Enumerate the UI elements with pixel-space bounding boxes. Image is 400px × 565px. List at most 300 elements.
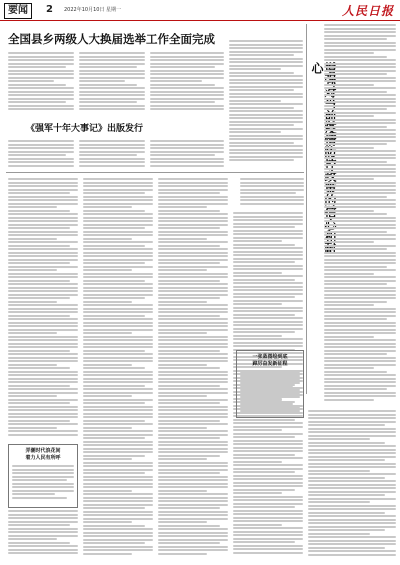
- text-line: [8, 552, 78, 554]
- text-line: [83, 252, 153, 254]
- text-line: [233, 482, 303, 484]
- text-line: [83, 406, 153, 408]
- text-line: [8, 280, 70, 282]
- text-line: [158, 248, 228, 250]
- text-line: [324, 381, 396, 383]
- text-line: [324, 199, 396, 201]
- text-line: [8, 346, 78, 348]
- text-line: [158, 203, 228, 205]
- text-line: [324, 203, 396, 205]
- text-line: [8, 147, 74, 149]
- text-line: [8, 367, 70, 369]
- text-line: [233, 307, 303, 309]
- text-line: [83, 329, 153, 331]
- text-line: [150, 147, 224, 149]
- text-line: [233, 272, 282, 274]
- book-article-col-2: [79, 140, 145, 168]
- text-line: [240, 192, 296, 194]
- text-line: [83, 451, 153, 453]
- text-line: [229, 145, 303, 147]
- text-line: [83, 364, 132, 366]
- text-line: [233, 331, 295, 333]
- text-line: [240, 406, 300, 408]
- text-line: [83, 518, 153, 520]
- text-line: [233, 499, 303, 501]
- text-line: [150, 165, 224, 167]
- text-line: [240, 382, 300, 384]
- text-line: [233, 545, 303, 547]
- text-line: [83, 455, 145, 457]
- text-line: [233, 471, 295, 473]
- text-line: [83, 504, 153, 506]
- text-line: [158, 353, 228, 355]
- text-line: [83, 287, 153, 289]
- text-line: [324, 304, 374, 306]
- text-line: [83, 437, 145, 439]
- text-line: [308, 487, 396, 489]
- text-line: [233, 503, 303, 505]
- text-line: [229, 65, 303, 67]
- text-line: [308, 491, 396, 493]
- text-line: [229, 72, 294, 74]
- text-line: [158, 329, 228, 331]
- text-line: [308, 550, 396, 552]
- text-line: [8, 399, 78, 401]
- text-line: [12, 493, 55, 495]
- text-line: [324, 87, 396, 89]
- text-line: [150, 144, 224, 146]
- text-line: [158, 280, 220, 282]
- text-line: [324, 73, 387, 75]
- text-line: [8, 140, 74, 142]
- text-line: [79, 151, 145, 153]
- text-line: [324, 80, 396, 82]
- text-line: [83, 357, 153, 359]
- text-line: [83, 553, 132, 555]
- text-line: [324, 122, 396, 124]
- text-line: [8, 77, 74, 79]
- text-line: [150, 140, 224, 142]
- text-line: [158, 227, 220, 229]
- text-line: [308, 522, 396, 524]
- text-line: [229, 51, 303, 53]
- text-line: [158, 241, 228, 243]
- column-divider: [306, 24, 307, 394]
- text-line: [233, 338, 303, 340]
- text-line: [83, 525, 145, 527]
- text-line: [308, 543, 396, 545]
- text-line: [8, 542, 70, 544]
- text-line: [233, 422, 303, 424]
- text-line: [8, 371, 78, 373]
- text-line: [8, 301, 57, 303]
- text-line: [324, 31, 396, 33]
- text-line: [158, 283, 228, 285]
- text-line: [8, 196, 78, 198]
- text-line: [158, 217, 228, 219]
- text-line: [229, 128, 303, 130]
- text-line: [83, 262, 145, 264]
- text-line: [83, 353, 153, 355]
- text-line: [158, 378, 228, 380]
- text-line: [229, 47, 303, 49]
- text-line: [229, 107, 294, 109]
- text-line: [8, 360, 78, 362]
- text-line: [12, 479, 67, 481]
- text-line: [158, 392, 228, 394]
- text-line: [324, 196, 387, 198]
- text-line: [233, 454, 295, 456]
- text-line: [324, 42, 396, 44]
- text-line: [324, 154, 396, 156]
- text-line: [240, 378, 300, 380]
- text-line: [158, 315, 220, 317]
- callout-box-right: [236, 350, 304, 418]
- text-line: [233, 478, 303, 480]
- text-line: [83, 476, 153, 478]
- text-line: [8, 165, 74, 167]
- text-line: [233, 436, 295, 438]
- text-line: [324, 185, 396, 187]
- text-line: [158, 385, 220, 387]
- text-line: [229, 121, 303, 123]
- text-line: [8, 528, 78, 530]
- text-line: [150, 52, 224, 54]
- text-line: [8, 94, 74, 96]
- text-line: [8, 304, 78, 306]
- text-line: [324, 189, 396, 191]
- text-line: [8, 66, 66, 68]
- text-line: [8, 353, 78, 355]
- book-article-col-3: [150, 140, 224, 168]
- text-line: [324, 360, 396, 362]
- text-line: [158, 521, 207, 523]
- text-line: [158, 483, 228, 485]
- text-line: [79, 94, 145, 96]
- text-line: [324, 84, 374, 86]
- text-line: [233, 485, 303, 487]
- text-line: [324, 164, 396, 166]
- text-line: [233, 419, 295, 421]
- text-line: [83, 241, 153, 243]
- text-line: [83, 427, 132, 429]
- text-line: [83, 444, 153, 446]
- text-line: [8, 430, 78, 432]
- text-line: [324, 178, 374, 180]
- text-line: [83, 294, 153, 296]
- text-line: [158, 402, 220, 404]
- text-line: [83, 448, 153, 450]
- text-line: [240, 196, 304, 198]
- text-line: [8, 283, 78, 285]
- text-line: [158, 357, 228, 359]
- text-line: [233, 212, 303, 214]
- text-line: [324, 353, 387, 355]
- text-line: [8, 203, 78, 205]
- text-line: [158, 441, 228, 443]
- text-line: [240, 189, 304, 191]
- text-line: [150, 73, 224, 75]
- text-line: [324, 374, 396, 376]
- text-line: [150, 87, 224, 89]
- text-line: [324, 112, 396, 114]
- text-line: [240, 392, 300, 394]
- text-line: [83, 423, 153, 425]
- text-line: [308, 533, 370, 535]
- text-line: [158, 178, 228, 180]
- text-line: [229, 124, 294, 126]
- text-line: [324, 332, 396, 334]
- text-line: [83, 304, 153, 306]
- text-line: [229, 75, 303, 77]
- text-line: [8, 182, 78, 184]
- text-line: [8, 392, 78, 394]
- lead-article-col-1: [8, 52, 74, 114]
- text-line: [233, 450, 303, 452]
- text-line: [83, 346, 153, 348]
- page-header: [0, 0, 400, 21]
- text-line: [83, 227, 145, 229]
- text-line: [324, 346, 396, 348]
- text-line: [8, 343, 78, 345]
- text-line: [158, 346, 228, 348]
- text-line: [158, 255, 228, 257]
- text-line: [83, 192, 145, 194]
- text-line: [308, 449, 396, 451]
- text-line: [83, 511, 153, 513]
- text-line: [324, 315, 396, 317]
- text-line: [324, 119, 396, 121]
- text-line: [8, 158, 74, 160]
- text-line: [158, 518, 228, 520]
- text-line: [324, 343, 396, 345]
- text-line: [83, 388, 153, 390]
- text-line: [308, 410, 396, 412]
- text-line: [8, 388, 78, 390]
- text-line: [150, 91, 224, 93]
- text-line: [83, 308, 153, 310]
- text-line: [79, 140, 145, 142]
- text-line: [324, 213, 387, 215]
- text-line: [158, 297, 220, 299]
- text-line: [83, 441, 153, 443]
- text-line: [324, 395, 396, 397]
- text-line: [83, 458, 132, 460]
- text-line: [83, 276, 153, 278]
- text-line: [150, 56, 224, 58]
- text-line: [233, 457, 303, 459]
- text-line: [233, 534, 303, 536]
- text-line: [308, 435, 396, 437]
- text-line: [8, 108, 74, 110]
- text-line: [308, 515, 396, 517]
- text-line: [229, 40, 303, 42]
- text-line: [240, 178, 304, 180]
- text-line: [83, 245, 145, 247]
- text-line: [79, 91, 145, 93]
- text-line: [12, 472, 74, 474]
- text-line: [158, 549, 228, 551]
- text-line: [8, 510, 78, 512]
- text-line: [308, 494, 385, 496]
- text-line: [324, 252, 396, 254]
- text-line: [158, 332, 207, 334]
- text-line: [158, 294, 228, 296]
- text-line: [83, 318, 153, 320]
- text-line: [233, 321, 303, 323]
- text-line: [308, 466, 396, 468]
- text-line: [324, 364, 396, 366]
- text-line: [324, 77, 396, 79]
- text-line: [324, 161, 387, 163]
- text-line: [8, 105, 74, 107]
- text-line: [233, 345, 303, 347]
- text-line: [233, 475, 303, 477]
- text-line: [158, 434, 228, 436]
- text-line: [83, 392, 153, 394]
- text-line: [324, 66, 396, 68]
- callout-right-title-2: 踔厉奋发新征程: [252, 361, 288, 367]
- text-line: [8, 357, 78, 359]
- text-line: [83, 483, 153, 485]
- text-line: [324, 133, 396, 135]
- text-line: [8, 178, 78, 180]
- text-line: [324, 38, 387, 40]
- text-line: [229, 54, 294, 56]
- section-divider: [6, 172, 304, 173]
- lead-headline: 全国县乡两级人大换届选举工作全面完成: [8, 32, 215, 46]
- text-line: [150, 66, 215, 68]
- text-line: [324, 336, 374, 338]
- text-line: [233, 510, 303, 512]
- text-line: [83, 497, 153, 499]
- text-line: [8, 189, 78, 191]
- text-line: [158, 525, 220, 527]
- lead-article-col-4: [229, 40, 303, 164]
- text-line: [150, 63, 224, 65]
- text-line: [324, 322, 396, 324]
- text-line: [79, 73, 145, 75]
- text-line: [233, 251, 303, 253]
- text-line: [324, 262, 396, 264]
- lead-article-col-2: [79, 52, 145, 114]
- text-line: [158, 514, 228, 516]
- text-line: [308, 508, 396, 510]
- text-line: [229, 103, 303, 105]
- text-line: [158, 343, 228, 345]
- text-line: [324, 150, 396, 152]
- text-line: [8, 231, 78, 233]
- text-line: [324, 308, 396, 310]
- commentary-headline: 增强对当前疫情防控政策的信 和 心: [310, 62, 337, 242]
- text-line: [229, 100, 281, 102]
- text-line: [8, 213, 78, 215]
- text-line: [8, 91, 74, 93]
- text-line: [83, 381, 153, 383]
- text-line: [324, 63, 396, 65]
- text-line: [158, 339, 228, 341]
- text-line: [233, 342, 303, 344]
- text-line: [79, 87, 145, 89]
- text-line: [8, 224, 78, 226]
- text-line: [158, 479, 228, 481]
- text-line: [324, 115, 374, 117]
- text-line: [8, 409, 78, 411]
- text-line: [8, 545, 78, 547]
- text-line: [83, 374, 153, 376]
- text-line: [83, 528, 153, 530]
- text-line: [150, 161, 224, 163]
- text-line: [8, 199, 78, 201]
- text-line: [229, 156, 303, 158]
- text-line: [150, 70, 224, 72]
- text-line: [324, 24, 396, 26]
- text-line: [158, 360, 228, 362]
- text-line: [150, 94, 224, 96]
- text-line: [158, 322, 228, 324]
- text-line: [233, 258, 303, 260]
- text-line: [150, 80, 202, 82]
- text-line: [158, 451, 228, 453]
- text-line: [158, 497, 228, 499]
- text-line: [308, 484, 396, 486]
- text-line: [233, 531, 303, 533]
- text-line: [8, 364, 57, 366]
- text-line: [233, 223, 303, 225]
- text-line: [83, 539, 153, 541]
- text-line: [324, 147, 374, 149]
- text-line: [8, 238, 57, 240]
- text-line: [233, 286, 303, 288]
- text-line: [79, 63, 145, 65]
- text-line: [8, 217, 78, 219]
- text-line: [324, 45, 396, 47]
- text-line: [308, 456, 396, 458]
- text-line: [8, 318, 78, 320]
- text-line: [324, 70, 396, 72]
- text-line: [324, 52, 374, 54]
- text-line: [308, 554, 396, 556]
- text-line: [8, 549, 78, 551]
- text-line: [324, 294, 396, 296]
- text-line: [83, 514, 153, 516]
- text-line: [229, 82, 303, 84]
- text-line: [158, 409, 228, 411]
- text-line: [308, 498, 396, 500]
- text-line: [158, 234, 228, 236]
- text-line: [8, 210, 70, 212]
- lower-col-3: [158, 178, 228, 558]
- text-line: [12, 497, 67, 499]
- text-line: [324, 311, 396, 313]
- text-line: [150, 77, 224, 79]
- text-line: [12, 469, 74, 471]
- text-line: [233, 496, 303, 498]
- text-line: [308, 414, 396, 416]
- text-line: [158, 224, 228, 226]
- text-line: [233, 520, 303, 522]
- text-line: [233, 230, 303, 232]
- text-line: [324, 399, 374, 401]
- text-line: [233, 429, 282, 431]
- lower-col-2: [83, 178, 153, 558]
- text-line: [324, 140, 396, 142]
- text-line: [324, 266, 387, 268]
- text-line: [233, 247, 303, 249]
- text-line: [8, 434, 78, 436]
- text-line: [83, 350, 145, 352]
- text-line: [324, 182, 396, 184]
